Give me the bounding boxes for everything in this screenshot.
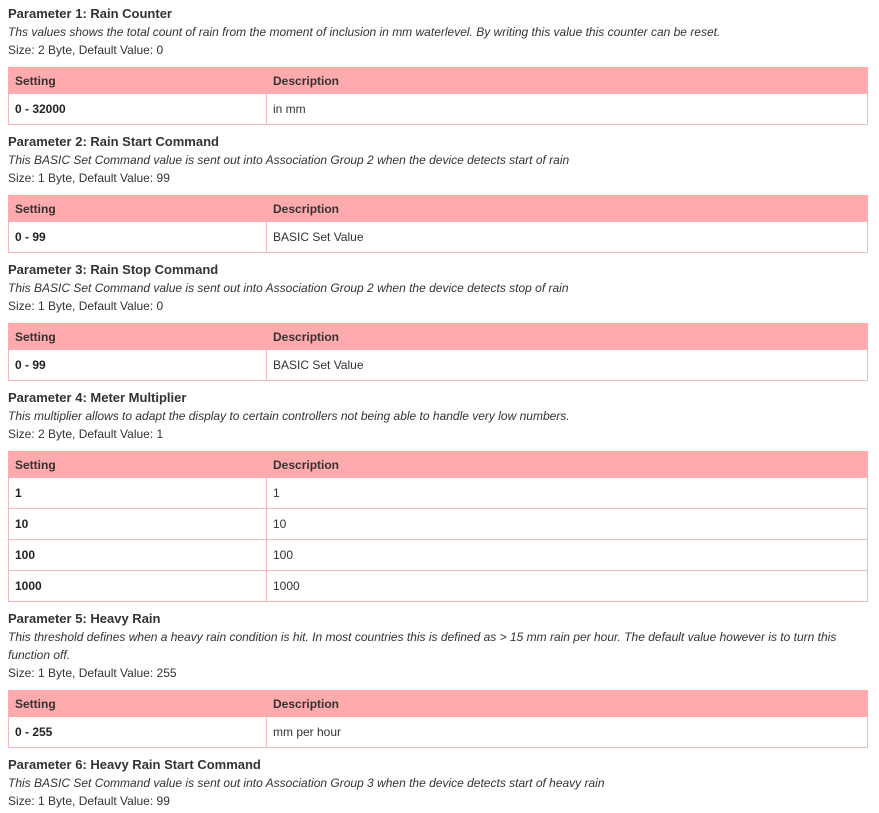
setting-value: 0 - 32000 — [9, 94, 267, 125]
setting-description: in mm — [267, 94, 868, 125]
parameter-description: This BASIC Set Command value is sent out into Association Group 2 when the device detects start of rain — [8, 153, 570, 167]
parameter-title: Parameter 6: Heavy Rain Start Command — [8, 757, 261, 772]
setting-value: 0 - 99 — [9, 350, 267, 381]
setting-value: 100 — [9, 540, 267, 571]
table-row — [9, 222, 868, 253]
parameter-section — [8, 133, 867, 253]
settings-table — [8, 451, 868, 602]
parameter-description: This BASIC Set Command value is sent out into Association Group 2 when the device detects stop of rain — [8, 281, 569, 295]
setting-description: 1000 — [267, 571, 868, 602]
parameter-section — [8, 5, 867, 125]
table-row — [9, 94, 868, 125]
description-column-header: Description — [267, 691, 868, 717]
parameter-section — [8, 756, 867, 810]
setting-value: 1000 — [9, 571, 267, 602]
setting-description: BASIC Set Value — [267, 350, 868, 381]
parameter-size-default: Size: 2 Byte, Default Value: 0 — [8, 43, 164, 57]
table-header-row — [9, 196, 868, 222]
table-row — [9, 350, 868, 381]
table-row — [9, 571, 868, 602]
settings-table — [8, 690, 868, 748]
parameter-title: Parameter 1: Rain Counter — [8, 6, 172, 21]
setting-column-header: Setting — [9, 324, 267, 350]
table-row — [9, 540, 868, 571]
parameter-list — [8, 5, 867, 810]
parameter-size-default: Size: 1 Byte, Default Value: 0 — [8, 299, 164, 313]
setting-value: 0 - 255 — [9, 717, 267, 748]
settings-table — [8, 67, 868, 125]
setting-column-header: Setting — [9, 68, 267, 94]
parameter-section — [8, 261, 867, 381]
setting-description: 100 — [267, 540, 868, 571]
parameter-size-default: Size: 1 Byte, Default Value: 99 — [8, 171, 170, 185]
table-header-row — [9, 324, 868, 350]
description-column-header: Description — [267, 452, 868, 478]
setting-value: 1 — [9, 478, 267, 509]
parameter-size-default: Size: 1 Byte, Default Value: 255 — [8, 666, 177, 680]
parameter-section — [8, 610, 867, 748]
description-column-header: Description — [267, 324, 868, 350]
settings-table — [8, 323, 868, 381]
description-column-header: Description — [267, 196, 868, 222]
table-header-row — [9, 452, 868, 478]
table-header-row — [9, 68, 868, 94]
table-header-row — [9, 691, 868, 717]
description-column-header: Description — [267, 68, 868, 94]
parameter-description: This BASIC Set Command value is sent out into Association Group 3 when the device detects start of heavy rain — [8, 776, 605, 790]
setting-column-header: Setting — [9, 196, 267, 222]
setting-description: BASIC Set Value — [267, 222, 868, 253]
table-row — [9, 717, 868, 748]
setting-column-header: Setting — [9, 691, 267, 717]
parameter-description: This threshold defines when a heavy rain condition is hit. In most countries this is defined as > 15 mm rain per hour. The default value however is to turn this function off. — [8, 630, 837, 662]
parameter-title: Parameter 4: Meter Multiplier — [8, 390, 187, 405]
setting-description: 10 — [267, 509, 868, 540]
parameter-title: Parameter 3: Rain Stop Command — [8, 262, 219, 277]
setting-column-header: Setting — [9, 452, 267, 478]
table-row — [9, 478, 868, 509]
parameter-section — [8, 389, 867, 602]
setting-description: mm per hour — [267, 717, 868, 748]
parameter-title: Parameter 5: Heavy Rain — [8, 611, 161, 626]
parameter-description: This multiplier allows to adapt the display to certain controllers not being able to handle very low numbers. — [8, 409, 570, 423]
setting-value: 10 — [9, 509, 267, 540]
parameter-description: Ths values shows the total count of rain from the moment of inclusion in mm waterlevel. By writing this value this counter can be reset. — [8, 25, 721, 39]
table-row — [9, 509, 868, 540]
setting-description: 1 — [267, 478, 868, 509]
settings-table — [8, 195, 868, 253]
parameter-title: Parameter 2: Rain Start Command — [8, 134, 219, 149]
parameter-size-default: Size: 2 Byte, Default Value: 1 — [8, 427, 164, 441]
setting-value: 0 - 99 — [9, 222, 267, 253]
parameter-size-default: Size: 1 Byte, Default Value: 99 — [8, 794, 170, 808]
